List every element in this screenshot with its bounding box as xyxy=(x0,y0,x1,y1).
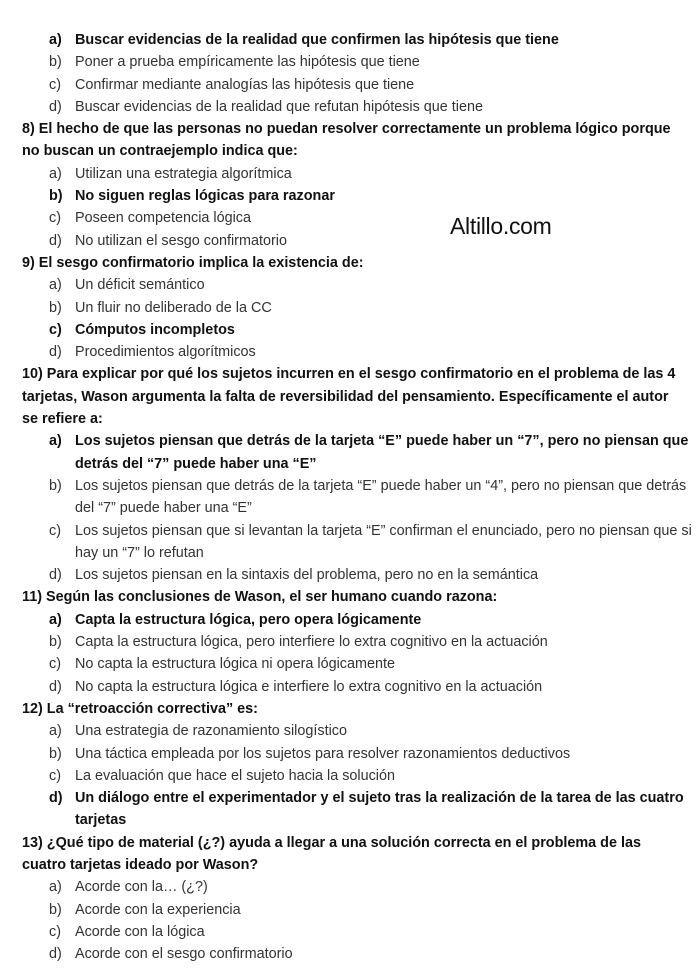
option-text: Una estrategia de razonamiento silogístico xyxy=(75,723,347,740)
option-text: Un déficit semántico xyxy=(75,277,205,294)
option-text: Los sujetos piensan que detrás de la tarjeta “E” puede haber un “7”, pero no piensan que detrás del “7” puede haber una “E” xyxy=(75,433,689,472)
option-letter: d) xyxy=(49,232,62,249)
option-letter: a) xyxy=(49,165,62,182)
answer-option-correct xyxy=(0,185,695,207)
answer-option xyxy=(0,876,695,898)
option-text: Capta la estructura lógica, pero opera lógicamente xyxy=(75,611,422,628)
option-text: No capta la estructura lógica ni opera lógicamente xyxy=(75,656,395,673)
answer-option xyxy=(0,676,695,698)
option-letter: d) xyxy=(49,678,62,695)
option-letter: c) xyxy=(49,321,62,338)
option-letter: a) xyxy=(49,611,62,628)
option-text: La evaluación que hace el sujeto hacia la solución xyxy=(75,767,396,784)
answer-option xyxy=(0,743,695,765)
exam-document xyxy=(0,29,700,965)
option-letter: c) xyxy=(49,522,61,539)
question-text: 10) Para explicar por qué los sujetos incurren en el sesgo confirmatorio en el problema de las 4 tarjetas, Wason argumenta la falta de reversibilidad del pensamiento. Específicamente el autor se refiere a: xyxy=(22,366,676,428)
answer-option xyxy=(0,230,695,252)
option-letter: c) xyxy=(49,76,61,93)
option-text: Acorde con la… (¿?) xyxy=(75,879,208,896)
answer-option xyxy=(0,163,695,185)
option-letter: d) xyxy=(49,567,62,584)
answer-option-correct xyxy=(0,29,695,51)
option-letter: c) xyxy=(49,656,61,673)
option-letter: c) xyxy=(49,923,61,940)
answer-option xyxy=(0,720,695,742)
question-text: 8) El hecho de que las personas no puedan resolver correctamente un problema lógico porque no buscan un contraejemplo indica que: xyxy=(22,121,671,160)
answer-option xyxy=(0,921,695,943)
question-text: 12) La “retroacción correctiva” es: xyxy=(22,700,258,717)
answer-option xyxy=(0,274,695,296)
answer-option xyxy=(0,520,695,565)
option-text: Los sujetos piensan que detrás de la tarjeta “E” puede haber un “4”, pero no piensan que detrás del “7” puede haber una “E” xyxy=(75,477,687,517)
option-text: Poner a prueba empíricamente las hipótesis que tiene xyxy=(75,54,420,71)
option-text: Los sujetos piensan que si levantan la tarjeta “E” confirman el enunciado, pero no piensan que si hay un “7” lo refutan xyxy=(75,522,692,561)
option-letter: a) xyxy=(49,32,62,48)
option-letter: b) xyxy=(49,745,62,762)
option-letter: b) xyxy=(49,477,62,494)
answer-option xyxy=(0,475,695,520)
answer-option-correct xyxy=(0,787,695,832)
answer-option-correct xyxy=(0,609,695,631)
option-text: Acorde con la lógica xyxy=(75,923,205,940)
option-letter: a) xyxy=(49,433,62,450)
option-text: No utilizan el sesgo confirmatorio xyxy=(75,232,287,249)
option-letter: b) xyxy=(49,634,62,651)
option-text: Acorde con la experiencia xyxy=(75,901,241,918)
option-letter: c) xyxy=(49,767,61,784)
option-letter: b) xyxy=(49,299,62,316)
option-text: Poseen competencia lógica xyxy=(75,210,251,227)
option-text: Un diálogo entre el experimentador y el sujeto tras la realización de la tarea de las cuatro tarjetas xyxy=(75,790,684,829)
option-text: Buscar evidencias de la realidad que confirmen las hipótesis que tiene xyxy=(75,32,559,48)
answer-option xyxy=(0,564,695,586)
answer-option xyxy=(0,341,695,363)
answer-option xyxy=(0,96,695,118)
option-text: Acorde con el sesgo confirmatorio xyxy=(75,946,293,963)
option-letter: b) xyxy=(49,54,62,71)
option-letter: c) xyxy=(49,210,61,227)
option-letter: b) xyxy=(49,901,62,918)
answer-option xyxy=(0,74,695,96)
question-text: 13) ¿Qué tipo de material (¿?) ayuda a llegar a una solución correcta en el problema de las cuatro tarjetas ideado por Wason? xyxy=(22,834,641,873)
option-letter: b) xyxy=(49,188,63,205)
answer-option xyxy=(0,631,695,653)
question-text: 11) Según las conclusiones de Wason, el ser humano cuando razona: xyxy=(22,589,498,606)
option-text: Una táctica empleada por los sujetos para resolver razonamientos deductivos xyxy=(75,745,571,762)
option-text: Buscar evidencias de la realidad que refutan hipótesis que tiene xyxy=(75,98,484,115)
answer-option xyxy=(0,51,695,73)
option-text: Capta la estructura lógica, pero interfiere lo extra cognitivo en la actuación xyxy=(75,634,548,651)
option-letter: d) xyxy=(49,98,62,115)
answer-option xyxy=(0,765,695,787)
option-text: No capta la estructura lógica e interfiere lo extra cognitivo en la actuación xyxy=(75,678,543,695)
option-letter: a) xyxy=(49,879,62,896)
answer-option xyxy=(0,899,695,921)
option-text: No siguen reglas lógicas para razonar xyxy=(75,188,335,205)
option-text: Procedimientos algorítmicos xyxy=(75,344,256,361)
option-letter: d) xyxy=(49,344,62,361)
option-letter: a) xyxy=(49,277,62,294)
watermark: Altillo.com xyxy=(450,213,552,239)
answer-option xyxy=(0,207,695,229)
option-text: Confirmar mediante analogías las hipótesis que tiene xyxy=(75,76,415,93)
option-text: Un fluir no deliberado de la CC xyxy=(75,299,272,316)
answer-option xyxy=(0,943,695,965)
answer-option-correct xyxy=(0,430,695,475)
option-text: Los sujetos piensan en la sintaxis del problema, pero no en la semántica xyxy=(75,567,539,584)
option-text: Cómputos incompletos xyxy=(75,321,235,338)
option-letter: a) xyxy=(49,723,62,740)
option-text: Utilizan una estrategia algorítmica xyxy=(75,165,292,182)
answer-option-correct xyxy=(0,319,695,341)
question-text: 9) El sesgo confirmatorio implica la existencia de: xyxy=(22,254,364,271)
option-letter: d) xyxy=(49,790,63,807)
answer-option xyxy=(0,653,695,675)
option-letter: d) xyxy=(49,946,62,963)
answer-option xyxy=(0,297,695,319)
